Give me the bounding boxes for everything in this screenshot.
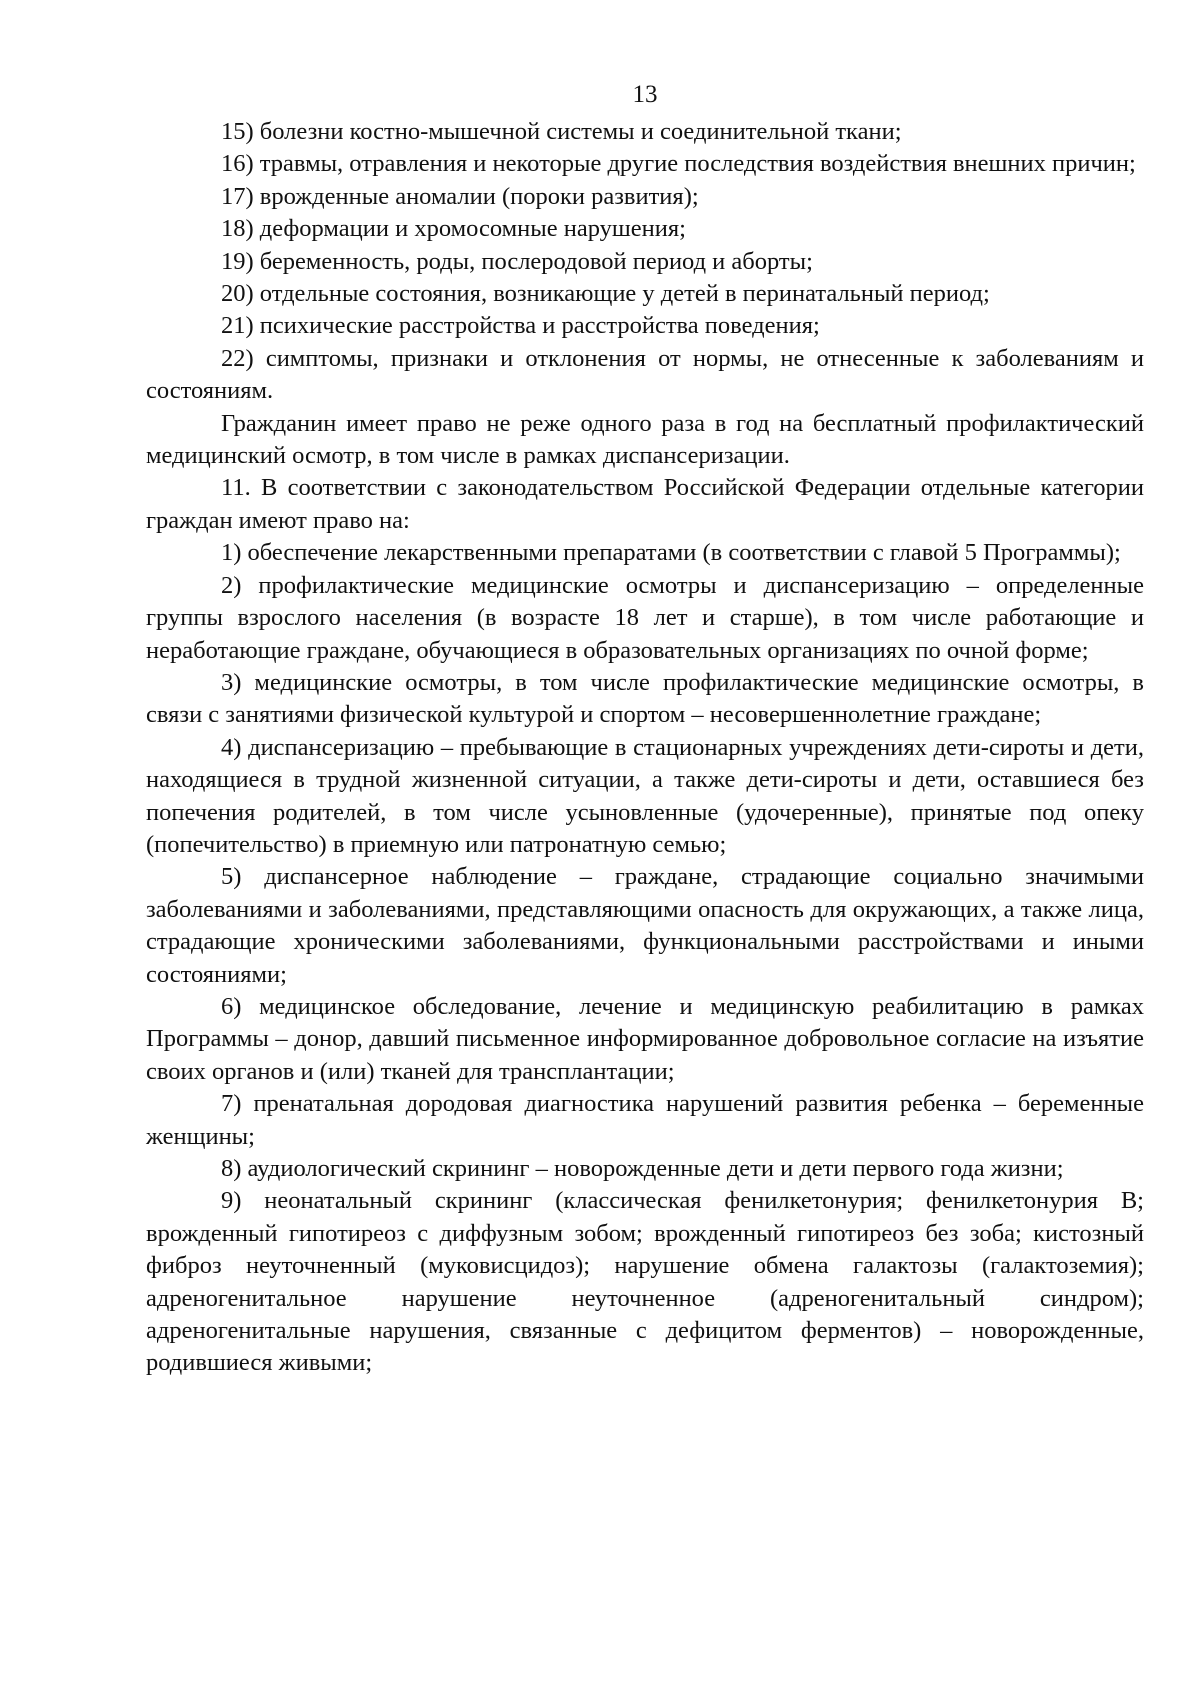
paragraph-right-5: 5) диспансерное наблюдение – граждане, страдающие социально значимыми заболеваниями и заболеваниями, представляющими опасность для окружающих, а также лица, страдающие хроническими заболеваниями, функциональными расстройствами и иными состояниями; bbox=[146, 863, 1144, 988]
paragraph-item-18: 18) деформации и хромосомные нарушения; bbox=[221, 215, 686, 243]
paragraph-citizen-right: Гражданин имеет право не реже одного раза в год на бесплатный профилактический медицинский осмотр, в том числе в рамках диспансеризации. bbox=[146, 409, 1144, 470]
paragraph-right-6: 6) медицинское обследование, лечение и медицинскую реабилитацию в рамках Программы – донор, давший письменное информированное добровольное согласие на изъятие своих органов и (или) тканей для трансплантации; bbox=[146, 992, 1144, 1085]
paragraph-right-9: 9) неонатальный скрининг (классическая фенилкетонурия; фенилкетонурия B; врожденный гипотиреоз с диффузным зобом; врожденный гипотиреоз без зоба; кистозный фиброз неуточненный (муковисцидоз); нарушение обмена галактозы (галактоземия); адреногенитальное нарушение неуточненное (адреногенитальный синдром); адреногенитальные нарушения, связанные с дефицитом ферментов) – новорожденные, родившиеся живыми; bbox=[146, 1187, 1144, 1377]
paragraph-right-4: 4) диспансеризацию – пребывающие в стационарных учреждениях дети-сироты и дети, находящиеся в трудной жизненной ситуации, а также дети-сироты и дети, оставшиеся без попечения родителей, в том числе усыновленные (удочеренные), принятые под опеку (попечительство) в приемную или патронатную семью; bbox=[146, 733, 1144, 858]
paragraph-right-1: 1) обеспечение лекарственными препаратами (в соответствии с главой 5 Программы); bbox=[221, 539, 1121, 567]
paragraph-item-16: 16) травмы, отравления и некоторые другие последствия воздействия внешних причин; bbox=[221, 150, 1136, 178]
paragraph-item-21: 21) психические расстройства и расстройства поведения; bbox=[221, 312, 820, 340]
paragraph-item-19: 19) беременность, роды, послеродовой период и аборты; bbox=[221, 247, 813, 275]
paragraph-right-3: 3) медицинские осмотры, в том числе профилактические медицинские осмотры, в связи с занятиями физической культурой и спортом – несовершеннолетние граждане; bbox=[146, 668, 1144, 729]
paragraph-item-22: 22) симптомы, признаки и отклонения от нормы, не отнесенные к заболеваниям и состояниям. bbox=[146, 344, 1144, 405]
paragraph-right-7: 7) пренатальная дородовая диагностика нарушений развития ребенка – беременные женщины; bbox=[146, 1090, 1144, 1150]
paragraph-section-11: 11. В соответствии с законодательством Российской Федерации отдельные категории граждан имеют право на: bbox=[146, 474, 1144, 534]
page-number: 13 bbox=[632, 81, 658, 108]
paragraph-item-15: 15) болезни костно-мышечной системы и соединительной ткани; bbox=[221, 118, 902, 145]
paragraph-item-17: 17) врожденные аномалии (пороки развития); bbox=[221, 182, 699, 210]
document-page bbox=[146, 80, 1144, 1380]
paragraph-item-20: 20) отдельные состояния, возникающие у детей в перинатальный период; bbox=[221, 280, 990, 308]
paragraph-right-2: 2) профилактические медицинские осмотры и диспансеризацию – определенные группы взрослого населения (в возрасте 18 лет и старше), в том числе работающие и неработающие граждане, обучающиеся в образовательных организациях по очной форме; bbox=[146, 571, 1144, 664]
paragraph-right-8: 8) аудиологический скрининг – новорожденные дети и дети первого года жизни; bbox=[221, 1155, 1064, 1182]
